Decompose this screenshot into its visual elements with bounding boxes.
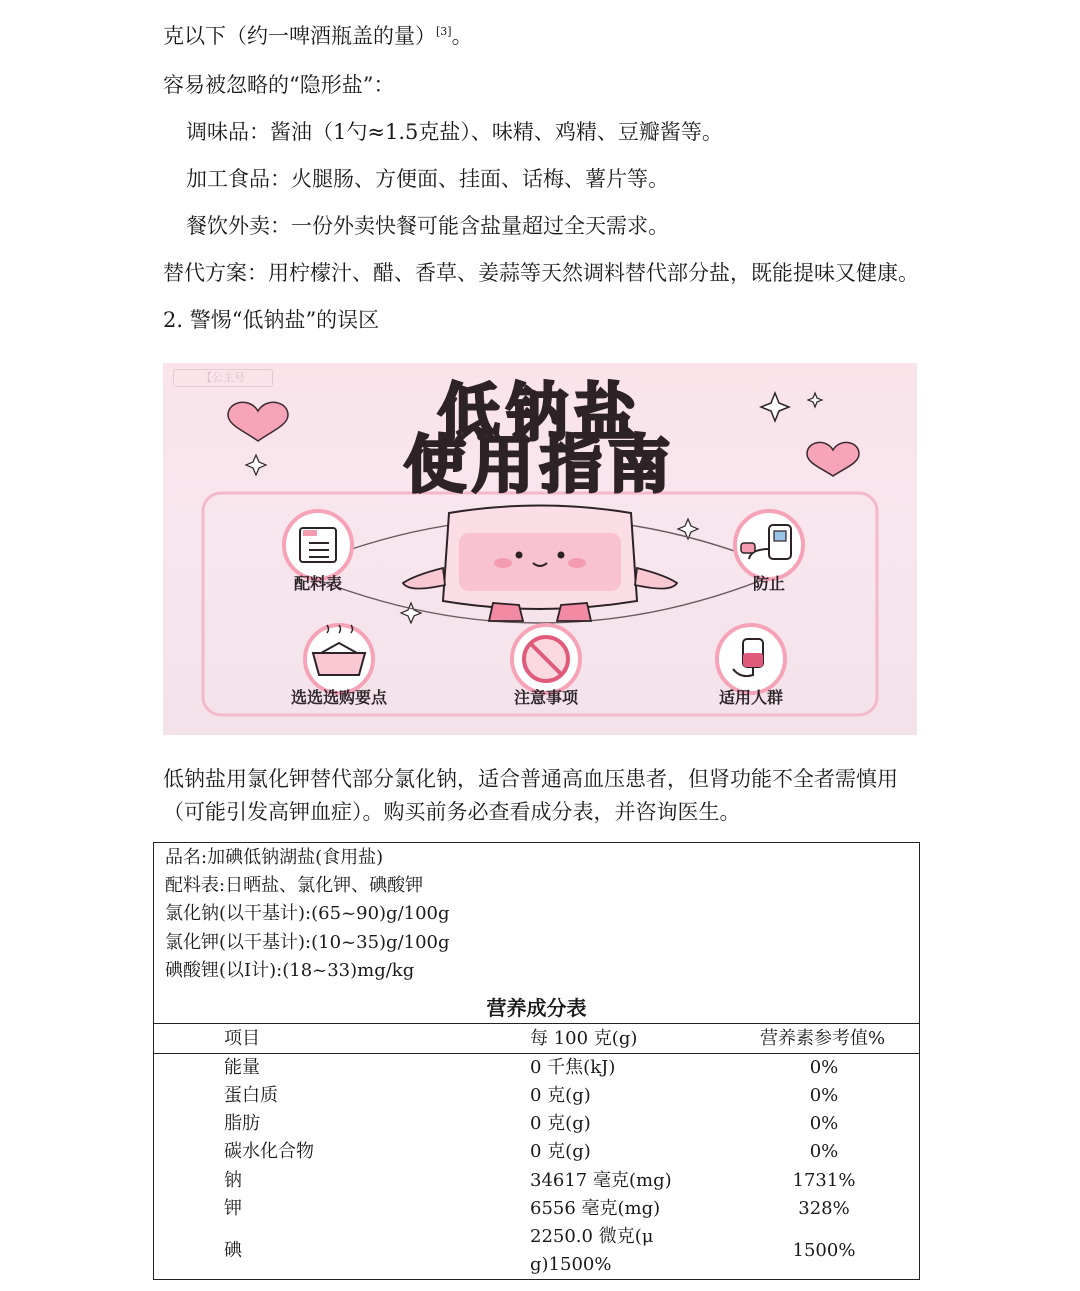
row-nrv: 1500% bbox=[792, 1240, 856, 1261]
blood-pressure-meter-icon bbox=[735, 511, 803, 579]
citation-ref[interactable]: [3] bbox=[436, 25, 452, 38]
row-per-100g-line-1: 2250.0 微克(μ bbox=[530, 1226, 654, 1247]
label-buying-tips: 选选选购要点 bbox=[290, 688, 387, 707]
intro-line-1-text: 克以下（约一啤酒瓶盖的量） bbox=[163, 24, 436, 48]
poster-title-line-1: 低钠盐 bbox=[437, 376, 642, 449]
intro-line-1-end: 。 bbox=[451, 24, 473, 48]
nutrition-table-title: 营养成分表 bbox=[486, 996, 587, 1020]
section-2-heading: 2. 警惕“低钠盐”的误区 bbox=[163, 308, 380, 332]
row-nrv: 0% bbox=[809, 1085, 839, 1106]
row-per-100g: 0 克(g) bbox=[530, 1085, 591, 1106]
row-per-100g: 34617 毫克(mg) bbox=[530, 1170, 672, 1191]
processed-food-item: 加工食品：火腿肠、方便面、挂面、话梅、薯片等。 bbox=[186, 167, 669, 191]
header-item: 项目 bbox=[224, 1028, 260, 1049]
row-item: 钾 bbox=[224, 1198, 242, 1219]
row-nrv: 1731% bbox=[792, 1170, 856, 1191]
body-text-line-2: （可能引发高钾血症）。购买前务必查看成分表，并咨询医生。 bbox=[163, 800, 741, 824]
product-name: 品名:加碘低钠湖盐(食用盐) bbox=[165, 847, 384, 868]
header-per-100g: 每 100 克(g) bbox=[530, 1028, 638, 1049]
row-nrv: 0% bbox=[809, 1057, 839, 1078]
label-prevent: 防止 bbox=[752, 574, 785, 593]
product-label-box bbox=[153, 842, 920, 1280]
row-item: 碳水化合物 bbox=[224, 1141, 314, 1162]
iodate-content: 碘酸锂(以Ⅰ计):(18~33)mg/kg bbox=[165, 960, 415, 981]
takeout-item: 餐饮外卖：一份外卖快餐可能含盐量超过全天需求。 bbox=[186, 214, 669, 238]
row-nrv: 0% bbox=[809, 1113, 839, 1134]
sparkle-icon bbox=[401, 603, 421, 623]
seasoning-item: 调味品：酱油（1勺≈1.5克盐）、味精、鸡精、豆瓣酱等。 bbox=[186, 120, 723, 144]
row-nrv: 0% bbox=[809, 1141, 839, 1162]
hidden-salt-heading: 容易被忽略的“隐形盐”： bbox=[163, 73, 395, 97]
row-item: 脂肪 bbox=[224, 1113, 260, 1134]
table-top-rule bbox=[154, 1023, 919, 1024]
row-item: 蛋白质 bbox=[224, 1085, 278, 1106]
body-text-line-1: 低钠盐用氯化钾替代部分氯化钠，适合普通高血压患者，但肾功能不全者需慎用 bbox=[163, 767, 898, 791]
row-per-100g: 0 克(g) bbox=[530, 1141, 591, 1162]
shopping-basket-icon bbox=[305, 625, 373, 693]
low-sodium-salt-poster bbox=[163, 363, 917, 735]
row-item: 碘 bbox=[224, 1240, 242, 1261]
ingredients-list-icon bbox=[284, 511, 352, 579]
poster-watermark: 【公主号 bbox=[173, 369, 273, 387]
prohibition-icon bbox=[512, 625, 580, 693]
iv-bag-icon bbox=[717, 625, 785, 693]
label-ingredients: 配料表 bbox=[293, 574, 342, 593]
row-item: 钠 bbox=[224, 1170, 242, 1191]
row-per-100g: 0 克(g) bbox=[530, 1113, 591, 1134]
header-rule bbox=[154, 1053, 919, 1054]
label-precautions: 注意事项 bbox=[513, 688, 578, 707]
label-suitable-groups: 适用人群 bbox=[718, 688, 783, 707]
row-per-100g: 6556 毫克(mg) bbox=[530, 1198, 661, 1219]
salt-bag-mascot bbox=[403, 506, 677, 622]
intro-line-1 bbox=[163, 22, 473, 50]
row-nrv: 328% bbox=[798, 1198, 850, 1219]
row-per-100g: 0 千焦(kJ) bbox=[530, 1057, 616, 1078]
header-nrv: 营养素参考值% bbox=[760, 1028, 886, 1049]
row-per-100g-line-2: g)1500% bbox=[530, 1254, 612, 1275]
alternative-text: 替代方案：用柠檬汁、醋、香草、姜蒜等天然调料替代部分盐，既能提味又健康。 bbox=[163, 261, 919, 285]
sodium-chloride-content: 氯化钠(以干基计):(65~90)g/100g bbox=[165, 903, 450, 924]
poster-title-line-2: 使用指南 bbox=[403, 428, 676, 501]
row-item: 能量 bbox=[224, 1057, 260, 1078]
potassium-chloride-content: 氯化钾(以干基计):(10~35)g/100g bbox=[165, 932, 450, 953]
ingredients-list: 配料表:日晒盐、氯化钾、碘酸钾 bbox=[165, 875, 424, 896]
